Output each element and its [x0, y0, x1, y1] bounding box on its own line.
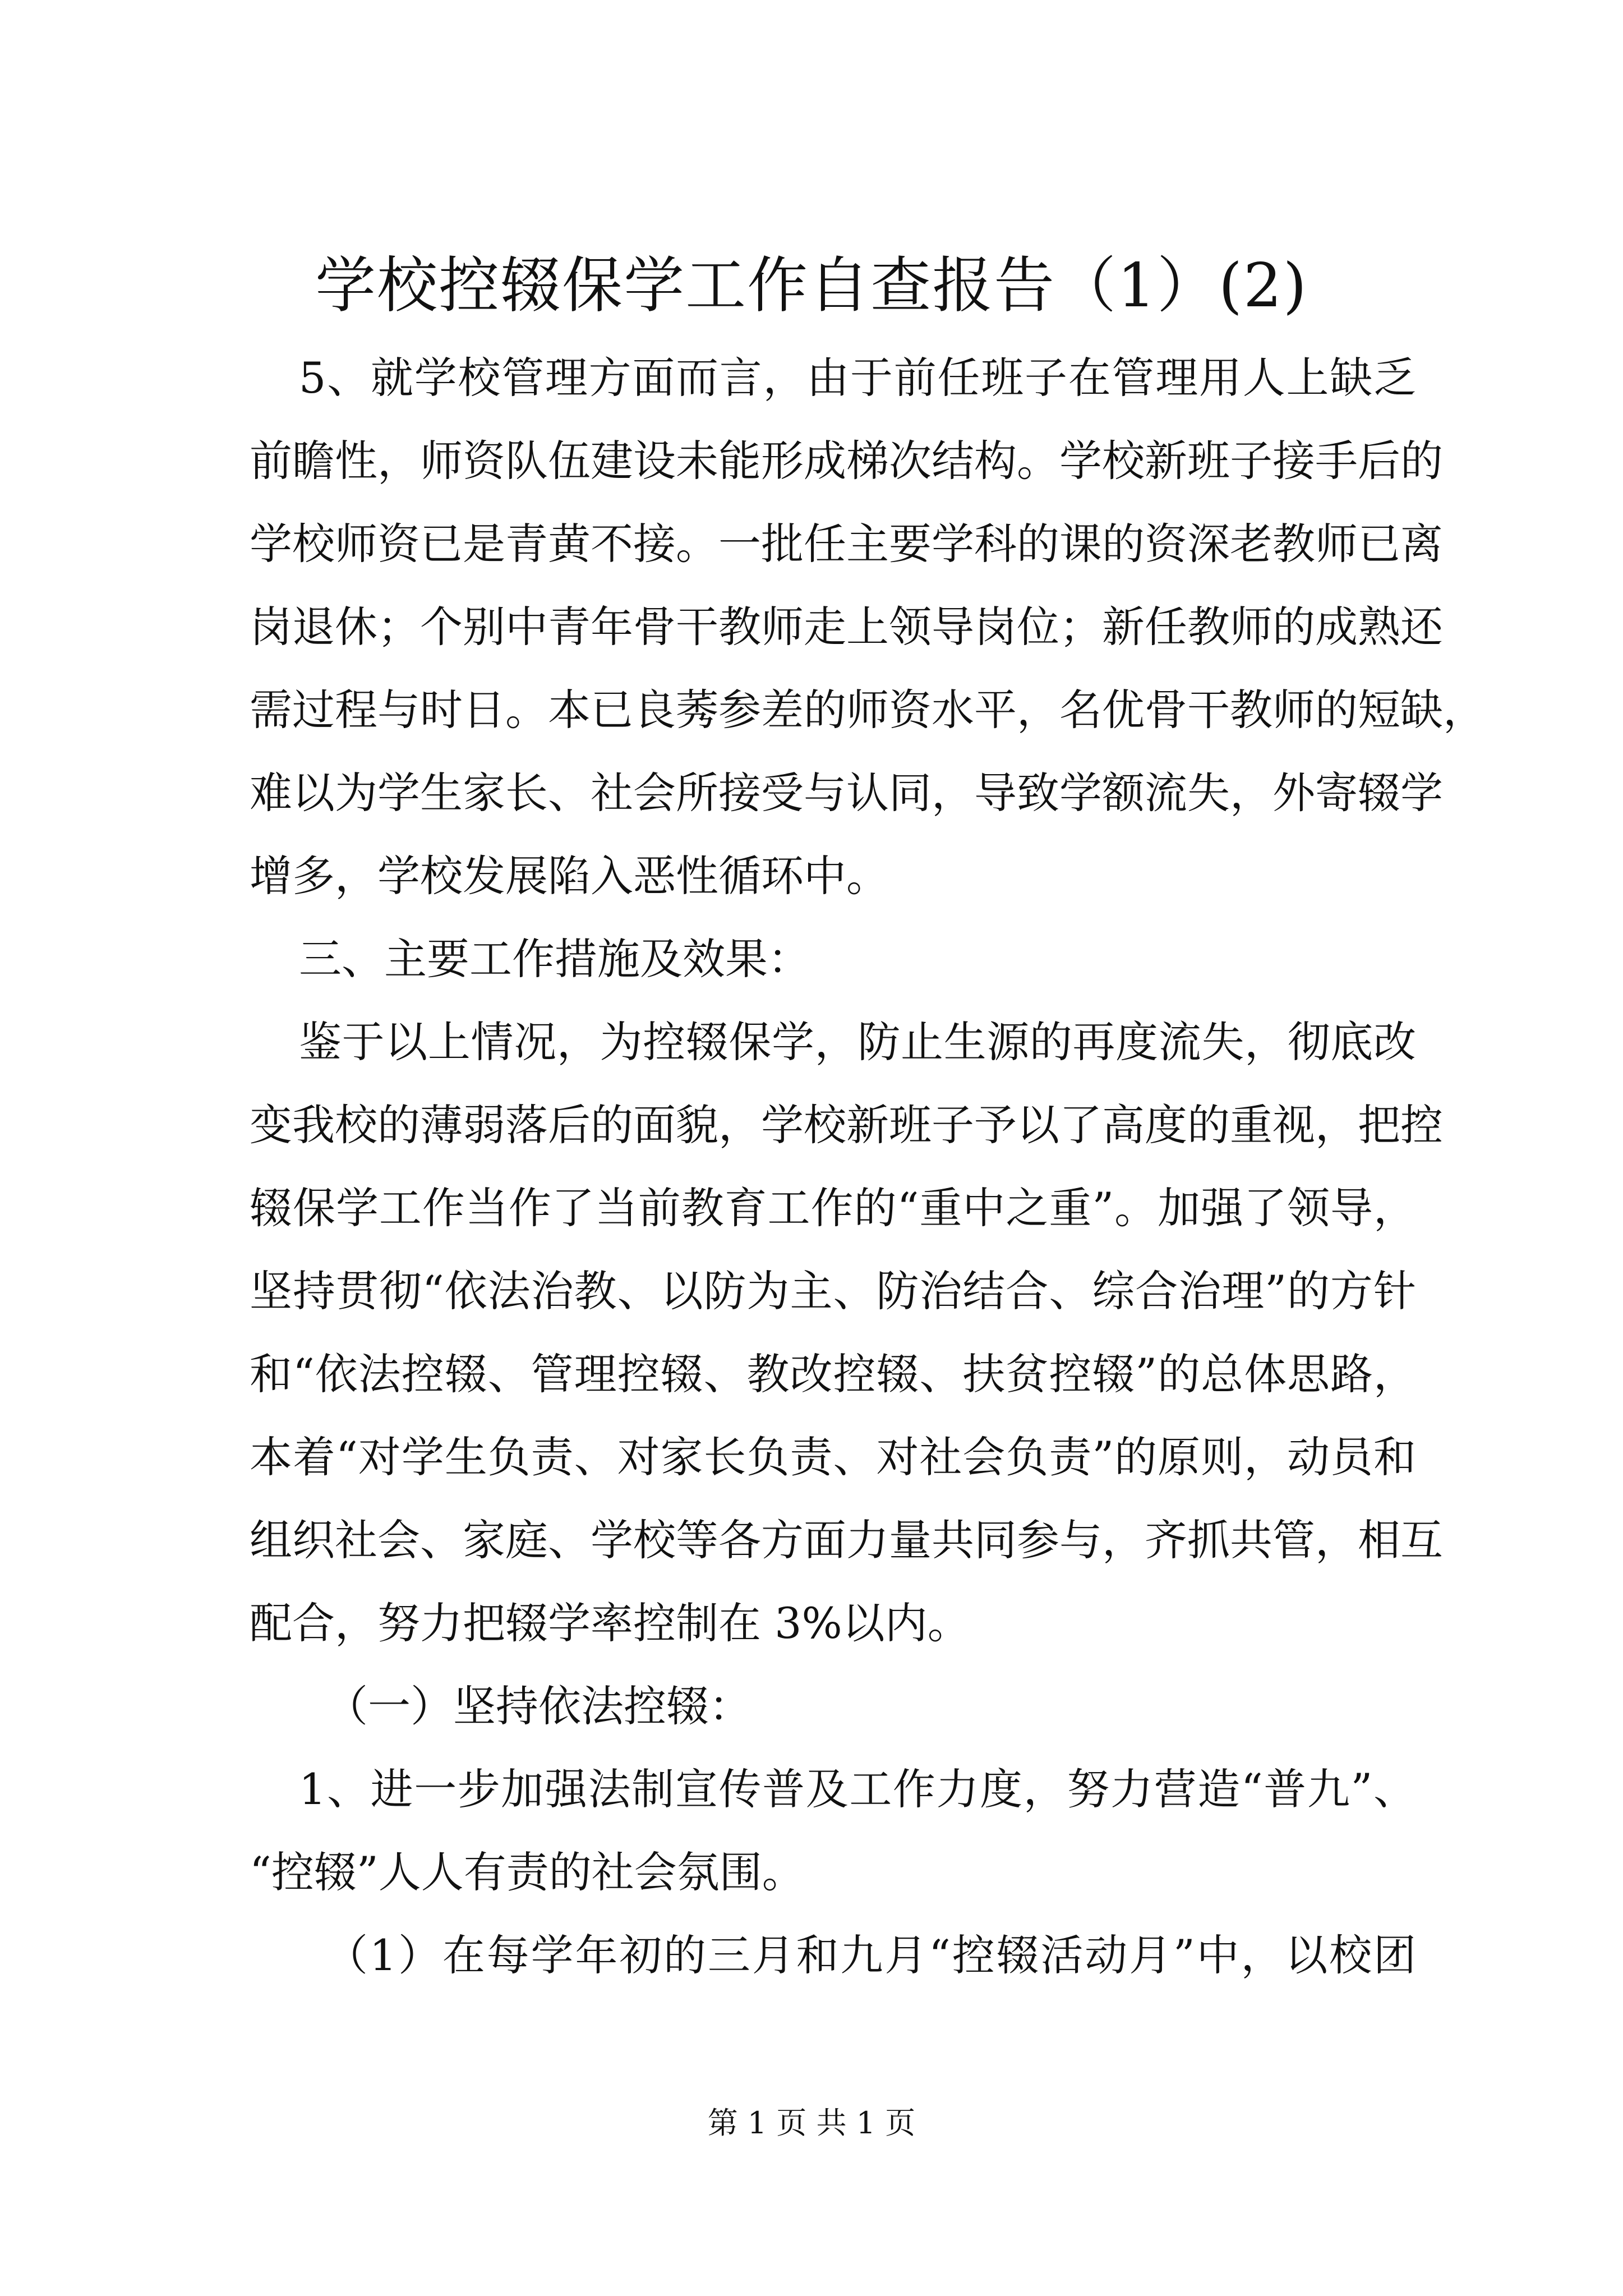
paragraph-line: 鉴于以上情况，为控辍保学，防止生源的再度流失，彻底改 — [299, 1017, 1416, 1067]
subsection-heading: （一）坚持依法控辍： — [325, 1681, 751, 1731]
paragraph-line: 配合，努力把辍学率控制在 3%以内。 — [250, 1598, 970, 1648]
paragraph-line: 1、进一步加强法制宣传普及工作力度，努力营造“普九”、 — [299, 1764, 1416, 1814]
section-heading: 三、主要工作措施及效果： — [299, 934, 810, 984]
paragraph-line: 岗退休；个别中青年骨干教师走上领导岗位；新任教师的成熟还 — [250, 602, 1443, 652]
paragraph-line: 增多，学校发展陷入恶性循环中。 — [250, 851, 889, 901]
paragraph-line: 本着“对学生负责、对家长负责、对社会负责”的原则，动员和 — [250, 1432, 1416, 1482]
body-text — [250, 337, 1486, 1997]
paragraph-line: （1）在每学年初的三月和九月“控辍活动月”中，以校团 — [325, 1930, 1416, 1980]
page-title: 学校控辍保学工作自查报告（1）(2) — [315, 251, 1308, 321]
paragraph-line: 难以为学生家长、社会所接受与认同，导致学额流失，外寄辍学 — [250, 768, 1443, 818]
paragraph-line: 辍保学工作当作了当前教育工作的“重中之重”。加强了领导， — [250, 1183, 1416, 1233]
paragraph-line: 变我校的薄弱落后的面貌，学校新班子予以了高度的重视，把控 — [250, 1100, 1443, 1150]
paragraph-line: 需过程与时日。本已良莠参差的师资水平，名优骨干教师的短缺， — [250, 685, 1486, 735]
paragraph-line: 坚持贯彻“依法治教、以防为主、防治结合、综合治理”的方针 — [250, 1266, 1416, 1316]
paragraph-line: 学校师资已是青黄不接。一批任主要学科的课的资深老教师已离 — [250, 519, 1443, 569]
paragraph-line: 前瞻性，师资队伍建设未能形成梯次结构。学校新班子接手后的 — [250, 436, 1443, 486]
paragraph-line: 5、就学校管理方面而言，由于前任班子在管理用人上缺乏 — [299, 353, 1416, 403]
page-footer: 第 1 页 共 1 页 — [707, 2105, 916, 2141]
paragraph-line: “控辍”人人有责的社会氛围。 — [250, 1847, 805, 1897]
paragraph-line: 组织社会、家庭、学校等各方面力量共同参与，齐抓共管，相互 — [250, 1515, 1443, 1565]
paragraph-line: 和“依法控辍、管理控辍、教改控辍、扶贫控辍”的总体思路， — [250, 1349, 1416, 1399]
